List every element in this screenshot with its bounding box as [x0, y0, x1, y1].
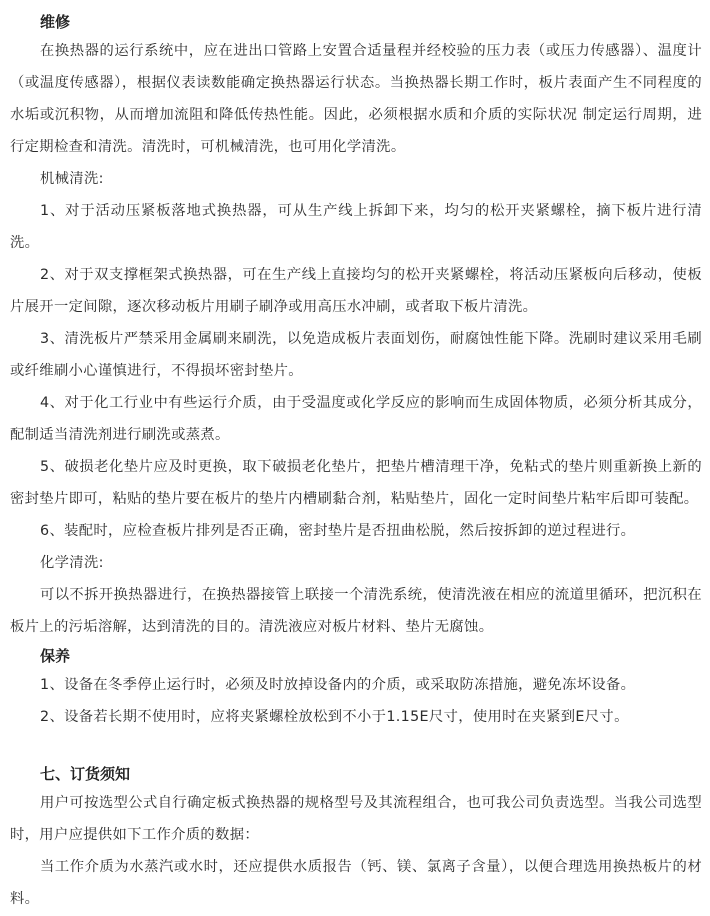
upkeep-item-1: 1、设备在冬季停止运行时，必须及时放掉设备内的介质，或采取防冻措施，避免冻坏设备。: [40, 677, 636, 693]
mechanical-item-6: 6、装配时，应检查板片排列是否正确，密封垫片是否扭曲松脱，然后按拆卸的逆过程进行。: [40, 523, 636, 539]
maintenance-intro-paragraph: 在换热器的运行系统中，应在进出口管路上安置合适量程并经校验的压力表（或压力传感器）、温度计（或温度传感器），根据仪表读数能确定换热器运行状态。当换热器长期工作时，板片表面产生不同程度的水垢或沉积物，从而增加流阻和降低传热性能。因此，必须根据水质和介质的实际状况 制定运行周期，进行定期检查和清洗。清洗时，可机械清洗，也可用化学清洗。: [10, 43, 702, 155]
mechanical-item-3: 3、清洗板片严禁采用金属刷来刷洗，以免造成板片表面划伤，耐腐蚀性能下降。洗刷时建议采用毛刷或纤维刷小心谨慎进行，不得损坏密封垫片。: [10, 331, 702, 379]
section-spacer: [10, 733, 702, 761]
mechanical-item-1: 1、对于活动压紧板落地式换热器，可从生产线上拆卸下来，均匀的松开夹紧螺栓，摘下板片进行清洗。: [10, 203, 702, 251]
upkeep-item-2: 2、设备若长期不使用时，应将夹紧螺栓放松到不小于1.15E尺寸，使用时在夹紧到E尺寸。: [40, 709, 629, 725]
chemical-cleaning-paragraph: 可以不拆开换热器进行，在换热器接管上联接一个清洗系统，使清洗液在相应的流道里循环，把沉积在板片上的污垢溶解，达到清洗的目的。清洗液应对板片材料、垫片无腐蚀。: [10, 587, 702, 635]
mechanical-item-5: 5、破损老化垫片应及时更换，取下破损老化垫片，把垫片槽清理干净，免粘式的垫片则重新换上新的密封垫片即可，粘贴的垫片要在板片的垫片内槽刷黏合剂，粘贴垫片，固化一定时间垫片粘牢后即可装配。: [10, 459, 702, 507]
section-title-ordering: 七、订货须知: [40, 765, 131, 783]
chemical-cleaning-label: 化学清洗:: [40, 555, 104, 571]
mechanical-item-4: 4、对于化工行业中有些运行介质，由于受温度或化学反应的影响而生成固体物质，必须分析其成分，配制适当清洗剂进行刷洗或蒸煮。: [10, 395, 702, 443]
ordering-paragraph-2: 当工作介质为水蒸汽或水时，还应提供水质报告（钙、镁、氯离子含量），以便合理选用换热板片的材料。: [10, 859, 702, 907]
section-title-upkeep: 保养: [40, 647, 71, 665]
mechanical-item-2: 2、对于双支撑框架式换热器，可在生产线上直接均匀的松开夹紧螺栓，将活动压紧板向后移动，使板片展开一定间隙，逐次移动板片用刷子刷净或用高压水冲刷，或者取下板片清洗。: [10, 267, 702, 315]
ordering-paragraph-1: 用户可按选型公式自行确定板式换热器的规格型号及其流程组合，也可我公司负责选型。当我公司选型时，用户应提供如下工作介质的数据：: [10, 795, 702, 843]
mechanical-cleaning-label: 机械清洗:: [40, 171, 104, 187]
section-title-maintenance: 维修: [40, 13, 71, 31]
